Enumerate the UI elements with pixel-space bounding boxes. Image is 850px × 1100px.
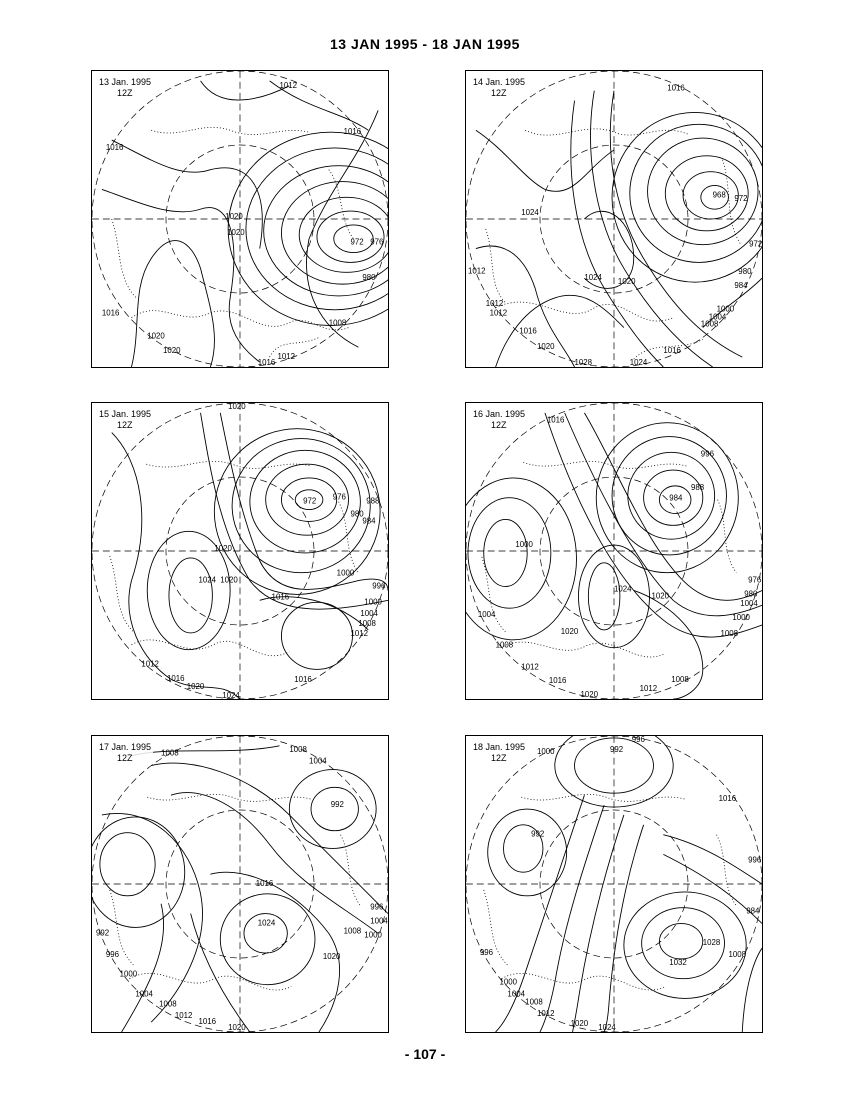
isobar-label: 1016 <box>546 415 565 425</box>
isobar-label: 976 <box>332 492 346 502</box>
isobar-label: 988 <box>366 496 380 506</box>
isobar-label: 972 <box>303 496 317 506</box>
isobar-label: 1016 <box>257 358 276 367</box>
isobar-label: 1008 <box>700 319 719 329</box>
panel-hour: 12Z <box>117 420 133 430</box>
panel-timestamp <box>471 409 527 431</box>
isobar-label: 1020 <box>228 1023 246 1032</box>
panel-date: 17 Jan. 1995 <box>99 742 152 752</box>
map-panel-14-jan <box>465 70 763 368</box>
panel-date: 14 Jan. 1995 <box>473 77 526 87</box>
isobar-label: 992 <box>610 744 624 754</box>
isobar-label: 1008 <box>343 926 362 936</box>
isobar-label: 1028 <box>702 938 721 948</box>
isobar-label: 1008 <box>728 950 746 960</box>
isobar-label: 1012 <box>521 662 539 672</box>
panel-timestamp <box>97 409 153 431</box>
panel-date: 18 Jan. 1995 <box>473 742 526 752</box>
isobar-label: 996 <box>479 948 493 958</box>
isobar-label: 980 <box>350 509 364 519</box>
isobar-label: 1012 <box>174 1011 193 1021</box>
isobar-label: 976 <box>370 237 384 247</box>
isobar-label: 1004 <box>477 610 496 620</box>
isobar-label: 992 <box>330 800 344 810</box>
isobar-label: 1020 <box>186 682 205 692</box>
panel-timestamp <box>471 742 527 764</box>
isobar-label: 1020 <box>537 342 555 352</box>
isobar-map <box>466 403 762 699</box>
isobar-label: 996 <box>370 902 384 912</box>
isobar-label: 1004 <box>740 599 758 609</box>
panel-date: 15 Jan. 1995 <box>99 409 152 419</box>
map-panel-15-jan <box>91 402 389 700</box>
isobar-label: 1012 <box>350 628 369 638</box>
isobar-label: 996 <box>700 449 714 459</box>
isobar-label: 1016 <box>663 346 681 356</box>
isobar-label: 1012 <box>537 1009 555 1019</box>
isobar-label: 972 <box>749 239 762 249</box>
isobar-label: 1004 <box>135 989 153 999</box>
isobar-label: 1012 <box>639 684 658 694</box>
isobar-label: 1020 <box>147 331 165 341</box>
isobar-label: 1016 <box>166 674 185 684</box>
isobar-label: 1004 <box>507 989 525 999</box>
isobar-label: 1024 <box>584 273 602 283</box>
panel-timestamp <box>97 77 153 99</box>
isobar-label: 1016 <box>198 1017 217 1027</box>
page-title: 13 JAN 1995 - 18 JAN 1995 <box>330 36 520 52</box>
isobar-label: 1020 <box>214 544 232 553</box>
isobar-label: 1008 <box>495 640 514 650</box>
isobar-label: 996 <box>105 950 119 960</box>
isobar-label: 1008 <box>159 999 177 1009</box>
isobar-label: 988 <box>690 482 705 492</box>
isobar-label: 996 <box>631 736 645 744</box>
isobar-label: 1024 <box>257 918 276 928</box>
isobar-label: 996 <box>372 581 386 591</box>
isobar-label: 1020 <box>163 346 181 356</box>
isobar-label: 1016 <box>343 127 362 137</box>
isobar-label: 1008 <box>525 997 543 1007</box>
panel-hour: 12Z <box>117 88 133 98</box>
isobar-label: 1024 <box>598 1023 616 1032</box>
panel-date: 13 Jan. 1995 <box>99 77 152 87</box>
isobar-labels <box>478 416 762 699</box>
isobar-label: 1024 <box>222 691 240 699</box>
isobar-labels <box>96 745 388 1032</box>
isobar-label: 1008 <box>289 744 307 754</box>
isobar-label: 1020 <box>228 403 246 411</box>
isobar-map <box>92 736 388 1032</box>
isobar-label: 1020 <box>651 591 670 601</box>
isobar-label: 1008 <box>161 748 179 758</box>
isobar-label: 1024 <box>614 584 632 594</box>
panel-hour: 12Z <box>491 753 507 763</box>
isobar-map <box>92 71 388 367</box>
isobar-label: 1000 <box>336 568 355 578</box>
map-panel-13-jan <box>91 70 389 368</box>
isobar-label: 1004 <box>708 312 727 322</box>
isobar-map <box>466 71 762 367</box>
isobar-label: 1024 <box>198 575 217 585</box>
page-number: - 107 - <box>404 1046 446 1062</box>
isobar-label: 980 <box>744 589 758 599</box>
isobar-label: 976 <box>748 575 762 585</box>
isobar-label: 1016 <box>667 83 685 93</box>
isobar-label: 1012 <box>467 266 486 276</box>
isobar-label: 1020 <box>322 951 341 961</box>
isobar-label: 1012 <box>485 298 504 308</box>
isobar-label: 996 <box>748 855 762 865</box>
isobar-label: 1008 <box>328 318 347 328</box>
isobar-label: 1000 <box>364 930 382 940</box>
isobar-label: 972 <box>350 237 364 247</box>
isobar-label: 1024 <box>521 208 539 218</box>
panel-hour: 12Z <box>491 420 507 430</box>
panel-date: 16 Jan. 1995 <box>473 409 526 419</box>
isobar-label: 992 <box>531 829 545 839</box>
map-panel-17-jan <box>91 735 389 1033</box>
isobar-label: 1032 <box>669 957 687 967</box>
isobar-label: 1020 <box>570 1019 589 1029</box>
isobar-label: 1024 <box>629 358 648 367</box>
isobar-label: 1016 <box>271 592 290 602</box>
isobar-label: 984 <box>362 516 376 526</box>
panel-hour: 12Z <box>117 753 133 763</box>
isobar-label: 1004 <box>309 756 327 766</box>
isobar-map <box>466 736 762 1032</box>
isobar-label: 1004 <box>370 916 388 926</box>
isobar-label: 1012 <box>141 659 159 669</box>
isobar-label: 1000 <box>537 746 555 756</box>
isobar-label: 1008 <box>358 618 376 628</box>
map-panel-16-jan <box>465 402 763 700</box>
isobar-label: 1012 <box>489 308 508 318</box>
isobar-labels <box>468 84 762 367</box>
isobar-label: 980 <box>362 273 376 283</box>
isobar-label: 1020 <box>225 211 243 221</box>
isobar-label: 1000 <box>732 613 750 623</box>
panel-timestamp <box>471 77 527 99</box>
isobar-label: 968 <box>712 190 726 200</box>
map-panel-18-jan <box>465 735 763 1033</box>
isobar-label: 1028 <box>574 358 593 367</box>
isobar-label: 980 <box>738 267 752 277</box>
isobar-label: 1020 <box>617 277 636 287</box>
isobar-label: 1000 <box>499 977 518 987</box>
panel-hour: 12Z <box>491 88 507 98</box>
isobar-labels <box>102 81 384 367</box>
isobar-label: 1020 <box>227 227 245 237</box>
isobar-label: 1016 <box>548 676 567 686</box>
isobar-label: 1012 <box>277 352 296 362</box>
isobar-label: 1020 <box>560 626 579 636</box>
isobar-label: 1000 <box>515 540 533 550</box>
isobar-label: 1016 <box>294 675 312 685</box>
isobar-label: 992 <box>95 928 110 938</box>
isobar-label: 1008 <box>671 675 689 685</box>
isobar-label: 984 <box>669 493 683 503</box>
isobar-label: 1000 <box>119 969 138 979</box>
panel-timestamp <box>97 742 153 764</box>
isobar-map <box>92 403 388 699</box>
isobar-label: 1016 <box>105 142 124 152</box>
isobar-label: 1004 <box>360 609 378 619</box>
isobar-label: 1008 <box>720 628 739 638</box>
isobar-label: 1016 <box>101 308 120 318</box>
isobar-label: 1020 <box>580 690 598 699</box>
isobar-label: 972 <box>734 194 748 204</box>
isobar-label: 1016 <box>519 326 537 336</box>
isobar-label: 1012 <box>279 80 297 90</box>
isobar-label: 984 <box>746 906 760 916</box>
isobar-label: 1000 <box>716 304 735 314</box>
isobar-label: 1016 <box>255 878 274 888</box>
isobar-label: 1000 <box>364 597 382 607</box>
isobar-label: 1016 <box>718 794 737 804</box>
isobar-label: 984 <box>734 281 748 291</box>
isobar-label: 1020 <box>220 575 238 585</box>
